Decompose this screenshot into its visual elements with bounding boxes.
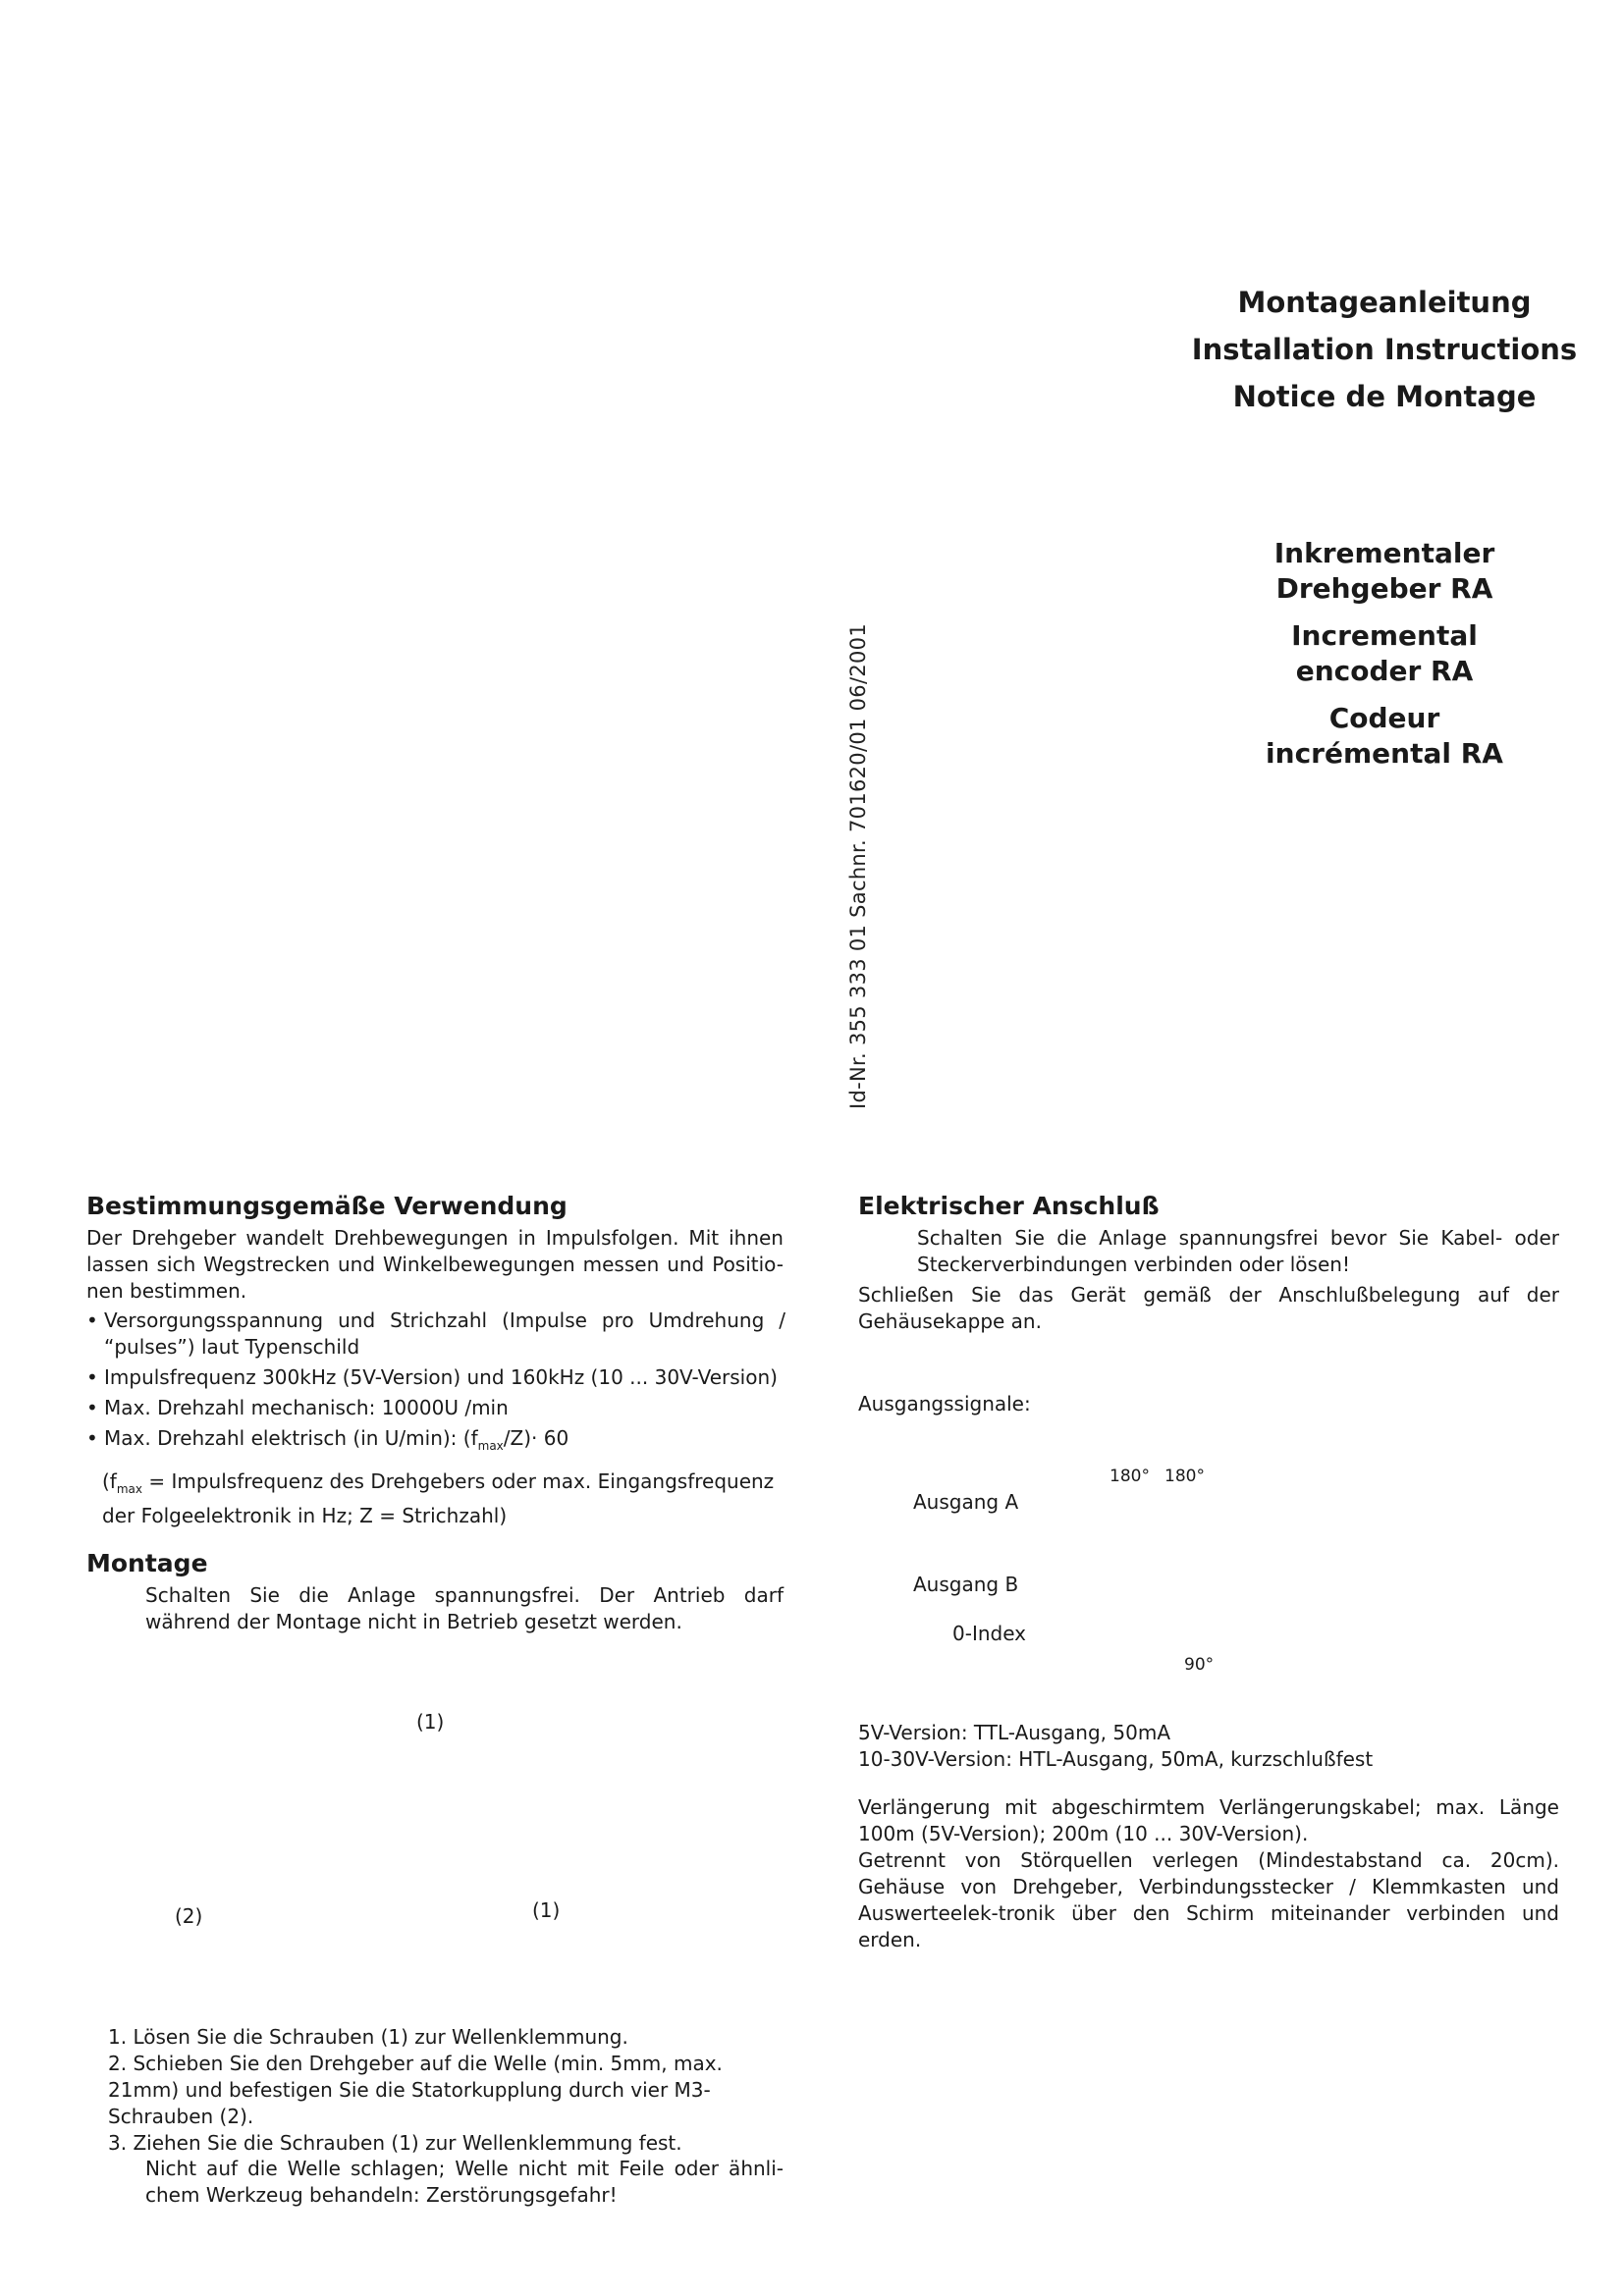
version-5v: 5V-Version: TTL-Ausgang, 50mA xyxy=(858,1721,1170,1744)
doc-title-fr: Notice de Montage xyxy=(1232,380,1537,413)
product-name-en-2: encoder RA xyxy=(1295,655,1474,687)
montage-step-1: 1. Lösen Sie die Schrauben (1) zur Wellenklemmung. xyxy=(108,2025,628,2049)
electrical-connection-text: Schließen Sie das Gerät gemäß der Anschlußbelegung auf der Gehäusekappe an. xyxy=(858,1283,1559,1333)
figure-label-stator-screw: (2) xyxy=(175,1904,203,1928)
product-name-de-2: Drehgeber RA xyxy=(1275,572,1493,605)
phase-angle-1: 180° xyxy=(1110,1467,1150,1486)
doc-title-de: Montageanleitung xyxy=(1237,286,1532,319)
montage-step-3: 3. Ziehen Sie die Schrauben (1) zur Wellenklemmung fest. xyxy=(108,2131,682,2155)
extension-cable-text: Verlängerung mit abgeschirmtem Verlängerungskabel; max. Länge 100m (5V-Version); 200m (10 ... 30V-Version). xyxy=(858,1795,1559,1845)
usage-bullet-4: • Max. Drehzahl elektrisch (in U/min): $(f_{max}/Z)\cdot 60$ xyxy=(86,1425,785,1460)
product-name-de-1: Inkrementaler xyxy=(1273,537,1495,569)
montage-steps xyxy=(86,2024,793,2157)
montage-warning-text: Schalten Sie die Anlage spannungsfrei. Der Antrieb darf während der Montage nicht in Betrieb gesetzt werden. xyxy=(145,1583,784,1633)
phase-angle-90: 90° xyxy=(1184,1655,1215,1675)
usage-heading: Bestimmungsgemäße Verwendung xyxy=(86,1192,568,1220)
zero-index-label: 0-Index xyxy=(952,1622,1026,1645)
output-b-label: Ausgang B xyxy=(913,1573,1019,1596)
usage-bullet-list xyxy=(86,1308,785,1464)
output-a-label: Ausgang A xyxy=(913,1490,1019,1514)
version-10-30v: 10-30V-Version: HTL-Ausgang, 50mA, kurzschlußfest xyxy=(858,1747,1374,1771)
product-name-en-1: Incremental xyxy=(1291,619,1478,652)
montage-step-2: 2. Schieben Sie den Drehgeber auf die Welle (min. 5mm, max. 21mm) und befestigen Sie die Statorkupplung durch vier M3-Schrauben (2). xyxy=(108,2052,723,2128)
figure-label-screw-top: (1) xyxy=(416,1710,445,1734)
usage-note: ($f_{max}$ = Impulsfrequenz des Drehgebers oder max. Eingangsfrequenz der Folgeelektronik in Hz; Z = Strichzahl) xyxy=(102,1469,775,1527)
usage-intro: Der Drehgeber wandelt Drehbewegungen in Impulsfolgen. Mit ihnen lassen sich Wegstrecken und Winkelbewegungen messen und Positio-nen bestimmen. xyxy=(86,1226,784,1303)
output-signals-label: Ausgangssignale: xyxy=(858,1392,1031,1415)
usage-bullet-1: • Versorgungsspannung und Strichzahl (Impulse pro Umdrehung / “pulses”) laut Typenschild xyxy=(86,1308,785,1361)
figure-label-screw-bottom: (1) xyxy=(532,1898,561,1922)
montage-damage-warning: Nicht auf die Welle schlagen; Welle nicht mit Feile oder ähnli-chem Werkzeug behandeln: Zerstörungsgefahr! xyxy=(145,2157,784,2207)
product-name-fr-1: Codeur xyxy=(1328,702,1440,734)
electrical-heading: Elektrischer Anschluß xyxy=(858,1192,1160,1220)
product-name-fr-2: incrémental RA xyxy=(1266,737,1503,770)
grounding-text: Getrennt von Störquellen verlegen (Mindestabstand ca. 20cm). Gehäuse von Drehgeber, Verbindungsstecker / Klemmkasten und Auswerteelek-tronik über den Schirm miteinander verbinden und erden. xyxy=(858,1848,1559,1951)
usage-bullet-2: • Impulsfrequenz 300kHz (5V-Version) und 160kHz (10 ... 30V-Version) xyxy=(86,1364,785,1391)
electrical-warning: Schalten Sie die Anlage spannungsfrei bevor Sie Kabel- oder Steckerverbindungen verbinden oder lösen! xyxy=(917,1226,1559,1276)
doc-title-en: Installation Instructions xyxy=(1191,333,1578,366)
usage-bullet-3: • Max. Drehzahl mechanisch: 10000U /min xyxy=(86,1395,785,1421)
phase-angle-2: 180° xyxy=(1164,1467,1205,1486)
montage-heading: Montage xyxy=(86,1549,208,1577)
side-id-number: Id-Nr. 355 333 01 Sachnr. 701620/01 06/2001 xyxy=(846,623,870,1109)
